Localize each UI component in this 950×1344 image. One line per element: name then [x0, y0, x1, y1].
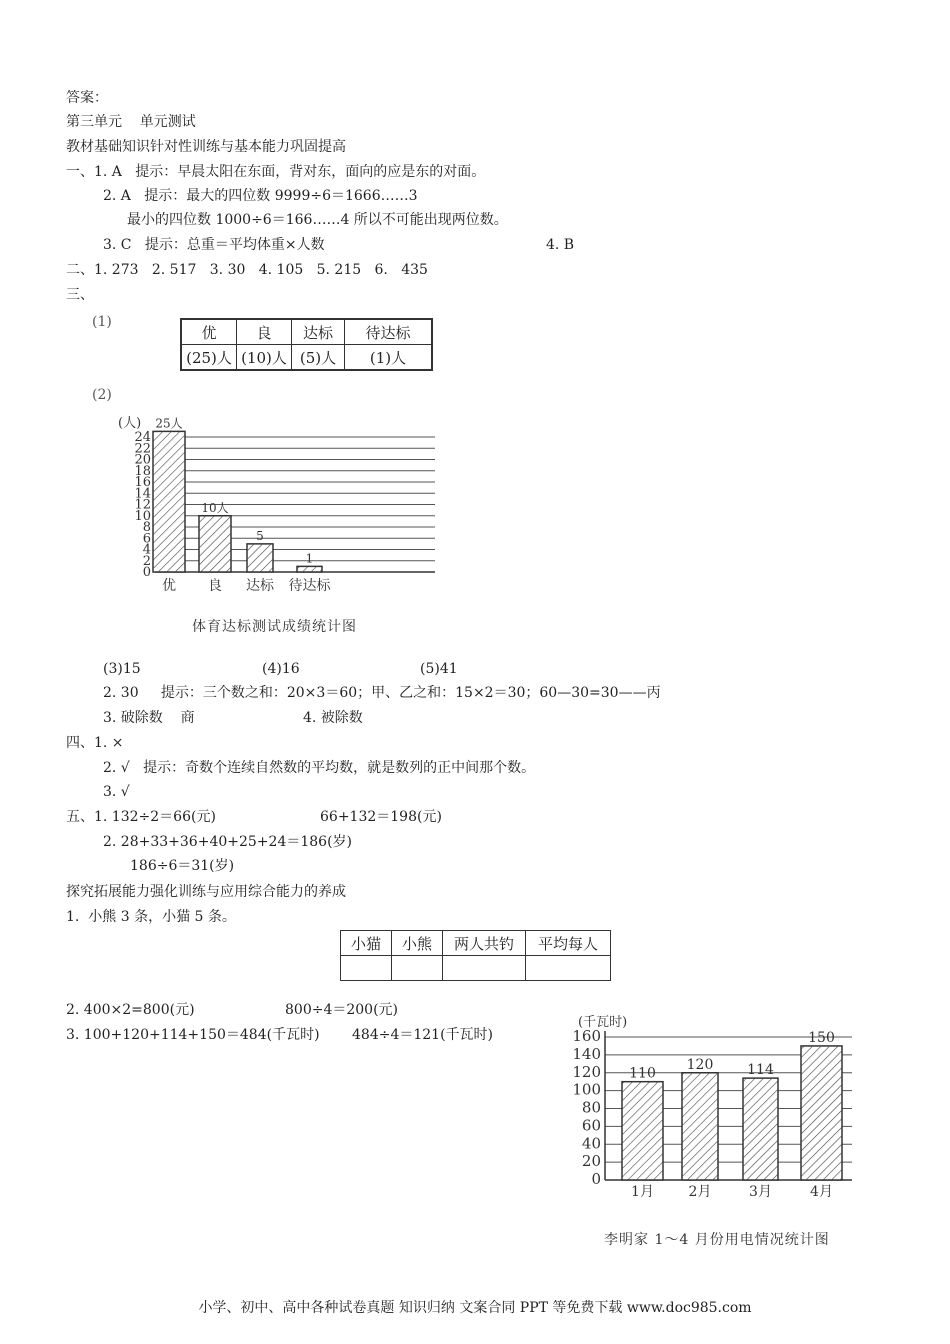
- unit-title: 第三单元 单元测试: [66, 114, 196, 130]
- answer-line: 1. 小熊 3 条，小猫 5 条。: [66, 909, 236, 925]
- y-tick-label: 160: [572, 1027, 601, 1045]
- data-label: 1: [305, 551, 314, 566]
- y-tick-label: 2: [142, 553, 151, 569]
- table-cell: (1)人: [345, 345, 433, 371]
- section-title: 教材基础知识针对性训练与基本能力巩固提高: [66, 139, 346, 155]
- bar-hatch: [297, 566, 322, 572]
- y-tick-label: 0: [142, 565, 151, 580]
- answer-line: (5)41: [420, 661, 458, 677]
- category-label: 3月: [749, 1184, 772, 1200]
- answer-line: 66+132＝198(元): [320, 809, 442, 825]
- y-tick-label: 80: [581, 1098, 601, 1117]
- category-label: 2月: [688, 1184, 712, 1200]
- table-header: 平均每人: [526, 931, 611, 956]
- bar-hatch: [153, 431, 185, 572]
- data-label: 10人: [201, 500, 229, 515]
- y-tick-label: 0: [591, 1170, 601, 1188]
- category-label: 待达标: [288, 578, 331, 594]
- section-title: 探究拓展能力强化训练与应用综合能力的养成: [66, 884, 346, 900]
- chart-title: 李明家 1～4 月份用电情况统计图: [604, 1232, 830, 1248]
- answer-line: 3. 破除数 商: [103, 710, 195, 726]
- answer-line: 三、: [66, 287, 94, 303]
- table-header: 小猫: [341, 931, 392, 956]
- answer-line: 2. 30 提示：三个数之和：20×3＝60；甲、乙之和：15×2＝30；60—30=30——丙: [103, 685, 661, 701]
- data-label: 5: [256, 528, 264, 543]
- answer-line: 一、1. A 提示：早晨太阳在东面，背对东，面向的应是东的对面。: [66, 164, 486, 180]
- answer-line: 2. 28+33+36+40+25+24＝186(岁): [103, 834, 352, 850]
- data-label: 150: [808, 1029, 835, 1046]
- table-header: 良: [237, 319, 292, 345]
- answer-line: 五、1. 132÷2＝66(元): [66, 809, 216, 825]
- category-label: 1月: [631, 1184, 654, 1200]
- y-tick-label: 18: [134, 463, 151, 479]
- answer-line: 最小的四位数 1000÷6＝166……4 所以不可能出现两位数。: [127, 212, 508, 228]
- y-tick-label: 40: [581, 1134, 601, 1153]
- chart-title: 体育达标测试成绩统计图: [192, 619, 357, 635]
- category-label: 达标: [246, 578, 274, 594]
- y-tick-label: 20: [134, 452, 151, 468]
- y-tick-label: 6: [142, 531, 151, 547]
- table-cell: (5)人: [292, 345, 345, 371]
- table-header: 两人共钓: [443, 931, 526, 956]
- y-tick-label: 4: [142, 542, 151, 558]
- y-tick-label: 100: [572, 1080, 601, 1099]
- bar-hatch: [247, 544, 273, 572]
- bar-hatch: [199, 516, 231, 572]
- answer-line: 2. A 提示：最大的四位数 9999÷6＝1666……3: [103, 188, 418, 204]
- data-label: 120: [686, 1056, 714, 1073]
- table-header: 待达标: [345, 319, 433, 345]
- answer-line: 2. √ 提示：奇数个连续自然数的平均数，就是数列的正中间那个数。: [103, 760, 536, 776]
- table-header: 达标: [292, 319, 345, 345]
- table-header: 小熊: [392, 931, 443, 956]
- answer-line: 3. √: [103, 784, 130, 800]
- y-tick-label: 12: [134, 497, 151, 513]
- data-label: 110: [629, 1065, 656, 1082]
- y-axis-label: (千瓦时): [578, 1015, 628, 1030]
- fishing-table: [340, 930, 611, 981]
- answer-line: (4)16: [262, 661, 300, 677]
- table-cell: (25)人: [181, 345, 237, 371]
- answer-line: 800÷4＝200(元): [285, 1002, 399, 1018]
- answer-line: 3. C 提示：总重＝平均体重×人数: [103, 237, 325, 253]
- category-label: 优: [162, 578, 176, 594]
- bar-hatch: [622, 1082, 663, 1180]
- answer-line: 3. 100+120+114+150＝484(千瓦时): [66, 1027, 320, 1043]
- y-axis-label: (人): [118, 416, 142, 431]
- y-tick-label: 24: [134, 430, 151, 445]
- answer-line: 484÷4＝121(千瓦时): [352, 1027, 494, 1043]
- data-label: 114: [747, 1062, 774, 1079]
- sub-label: (2): [92, 387, 112, 403]
- answer-line: 2. 400×2=800(元): [66, 1002, 195, 1018]
- table-header: 优: [181, 319, 237, 345]
- bar-hatch: [801, 1046, 842, 1180]
- y-tick-label: 20: [581, 1152, 601, 1171]
- answer-line: 4. 被除数: [303, 710, 363, 726]
- y-tick-label: 8: [142, 520, 151, 535]
- bar-hatch: [743, 1078, 778, 1180]
- bar-hatch: [682, 1073, 718, 1180]
- sub-label: (1): [92, 314, 112, 330]
- category-label: 4月: [810, 1184, 833, 1200]
- y-tick-label: 22: [134, 441, 151, 457]
- footer-text: 小学、初中、高中各种试卷真题 知识归纳 文案合同 PPT 等免费下载 www.doc985.com: [198, 1300, 752, 1316]
- y-tick-label: 16: [134, 475, 151, 490]
- y-tick-label: 140: [572, 1044, 601, 1063]
- y-tick-label: 60: [581, 1116, 601, 1135]
- answer-line: (3)15: [103, 661, 141, 677]
- table-cell: (10)人: [237, 345, 292, 371]
- answer-line: 四、1. ×: [66, 735, 124, 751]
- y-tick-label: 10: [134, 508, 151, 524]
- answer-line: 4. B: [546, 237, 575, 253]
- answer-heading: 答案：: [66, 90, 108, 106]
- y-tick-label: 14: [134, 486, 151, 502]
- data-label: 25人: [155, 416, 183, 431]
- y-tick-label: 120: [572, 1062, 601, 1081]
- answer-line: 186÷6＝31(岁): [130, 858, 235, 874]
- answer-line: 二、1. 273 2. 517 3. 30 4. 105 5. 215 6. 435: [66, 262, 428, 278]
- category-label: 良: [208, 578, 222, 594]
